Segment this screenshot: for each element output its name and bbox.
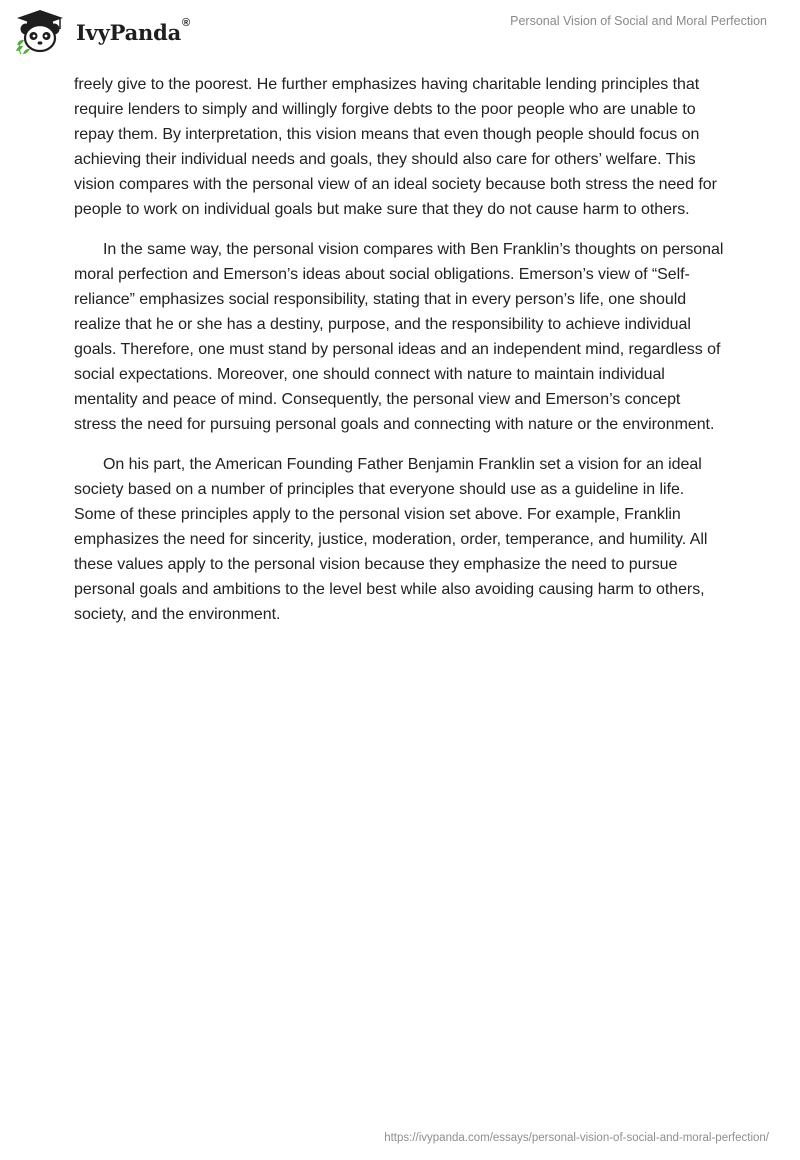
page-header bbox=[0, 0, 800, 64]
registered-mark: ® bbox=[182, 16, 190, 29]
panda-graduation-cap-icon bbox=[14, 9, 66, 55]
brand-name-text: IvyPanda bbox=[76, 19, 182, 45]
source-url-link[interactable]: https://ivypanda.com/essays/personal-vision-of-social-and-moral-perfection/ bbox=[384, 1132, 769, 1144]
ivypanda-logo[interactable] bbox=[14, 9, 190, 55]
brand-name bbox=[76, 16, 190, 45]
paragraph-2: In the same way, the personal vision compares with Ben Franklin’s thoughts on personal moral perfection and Emerson’s ideas about social obligations. Emerson’s view of “Self-reliance” emphasizes social responsibility, stating that in every person’s life, one should realize that he or she has a destiny, purpose, and the responsibility to achieve individual goals. Therefore, one must stand by personal ideas and an independent mind, regardless of social expectations. Moreover, one should connect with nature to maintain individual mentality and peace of mind. Consequently, the personal view and Emerson’s concept stress the need for pursuing personal goals and connecting with nature or the environment. bbox=[74, 241, 724, 433]
document-title: Personal Vision of Social and Moral Perfection bbox=[510, 14, 767, 28]
paragraph-1: freely give to the poorest. He further emphasizes having charitable lending principles that require lenders to simply and willingly forgive debts to the poor people who are unable to repay them. By interpretation, this vision means that even though people should focus on achieving their individual needs and goals, they should also care for others’ welfare. This vision compares with the personal view of an ideal society because both stress the need for people to work on individual goals but make sure that they do not cause harm to others. bbox=[74, 76, 717, 218]
essay-body bbox=[74, 72, 726, 642]
paragraph-3: On his part, the American Founding Father Benjamin Franklin set a vision for an ideal society based on a number of principles that everyone should use as a guideline in life. Some of these principles apply to the personal vision set above. For example, Franklin emphasizes the need for sincerity, justice, moderation, order, temperance, and humility. All these values apply to the personal vision because they emphasize the need to pursue personal goals and ambitions to the level best while also avoiding causing harm to others, society, and the environment. bbox=[74, 456, 708, 623]
